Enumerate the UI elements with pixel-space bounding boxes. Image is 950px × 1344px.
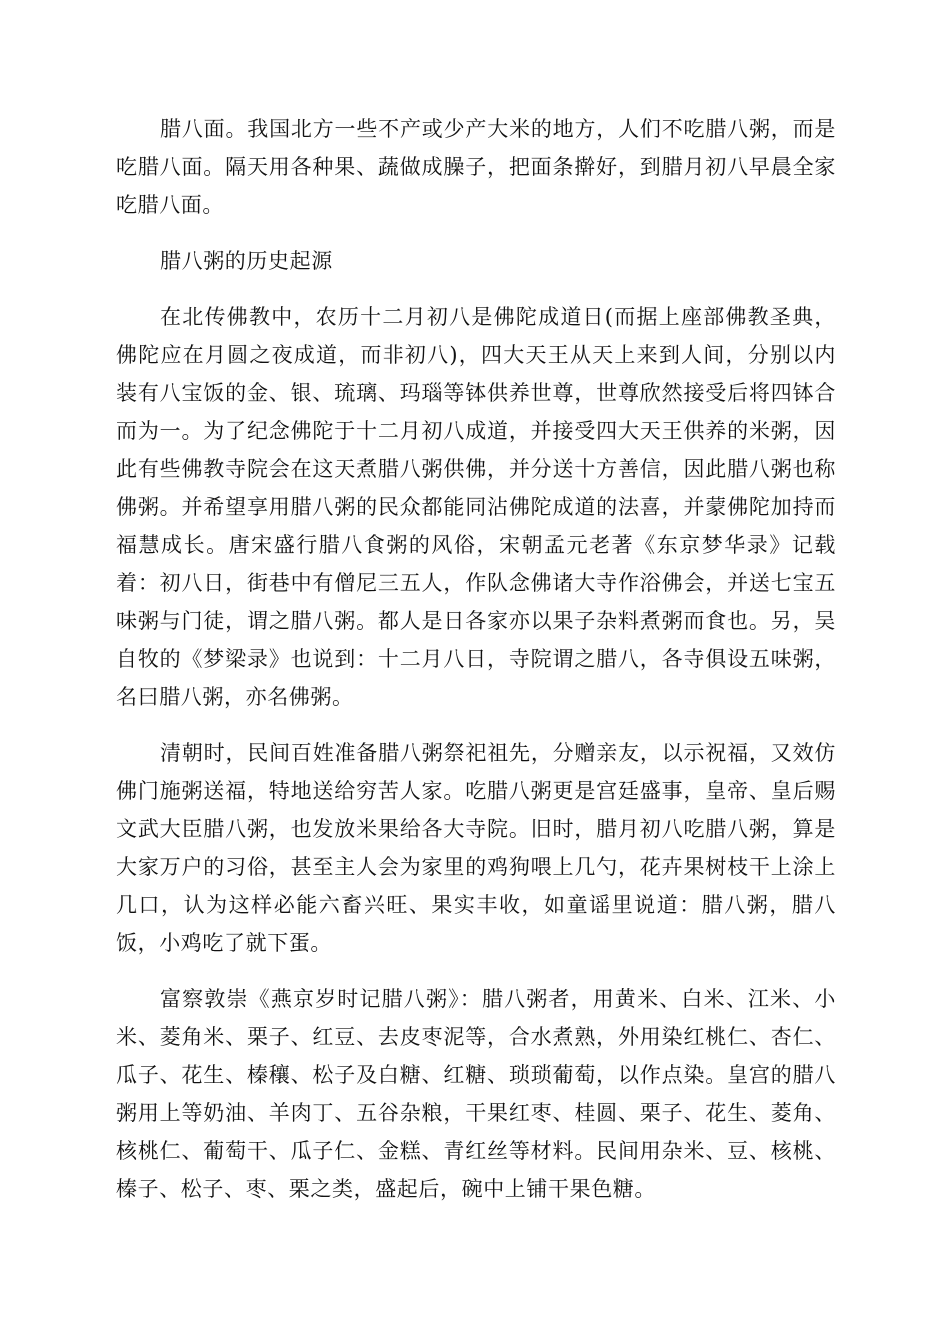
document-body [116, 110, 836, 1226]
paragraph-buddhist-origin: 在北传佛教中，农历十二月初八是佛陀成道日(而据上座部佛教圣典，佛陀应在月圆之夜成道，而非初八)，四大天王从天上来到人间，分别以内装有八宝饭的金、银、琉璃、玛瑙等钵供养世尊，世尊欣然接受后将四钵合而为一。为了纪念佛陀于十二月初八成道，并接受四大天王供养的米粥，因此有些佛教寺院会在这天煮腊八粥供佛，并分送十方善信，因此腊八粥也称佛粥。并希望享用腊八粥的民众都能同沾佛陀成道的法喜，并蒙佛陀加持而福慧成长。唐宋盛行腊八食粥的风俗，宋朝孟元老著《东京梦华录》记载着：初八日，街巷中有僧尼三五人，作队念佛诸大寺作浴佛会，并送七宝五味粥与门徒，谓之腊八粥。都人是日各家亦以果子杂料煮粥而食也。另，吴自牧的《梦梁录》也说到：十二月八日，寺院谓之腊八，各寺俱设五味粥，名曰腊八粥，亦名佛粥。 [116, 305, 836, 709]
paragraph-qing-dynasty: 清朝时，民间百姓准备腊八粥祭祀祖先，分赠亲友，以示祝福，又效仿佛门施粥送福，特地送给穷苦人家。吃腊八粥更是宫廷盛事，皇帝、皇后赐文武大臣腊八粥，也发放米果给各大寺院。旧时，腊月初八吃腊八粥，算是大家万户的习俗，甚至主人会为家里的鸡狗喂上几勺，花卉果树枝干上涂上几口，认为这样必能六畜兴旺、果实丰收，如童谣里说道：腊八粥，腊八饭，小鸡吃了就下蛋。 [116, 741, 836, 955]
paragraph-laba-noodles: 腊八面。我国北方一些不产或少产大米的地方，人们不吃腊八粥，而是吃腊八面。隔天用各种果、蔬做成臊子，把面条擀好，到腊月初八早晨全家吃腊八面。 [116, 117, 836, 217]
section-heading-history: 腊八粥的历史起源 [160, 249, 333, 273]
paragraph-ingredients: 富察敦崇《燕京岁时记腊八粥》：腊八粥者，用黄米、白米、江米、小米、菱角米、栗子、红豆、去皮枣泥等，合水煮熟，外用染红桃仁、杏仁、瓜子、花生、榛穰、松子及白糖、红糖、琐琐葡萄，以作点染。皇宫的腊八粥用上等奶油、羊肉丁、五谷杂粮，干果红枣、桂圆、栗子、花生、菱角、核桃仁、葡萄干、瓜子仁、金糕、青红丝等材料。民间用杂米、豆、核桃、榛子、松子、枣、栗之类，盛起后，碗中上铺干果色糖。 [116, 987, 836, 1201]
